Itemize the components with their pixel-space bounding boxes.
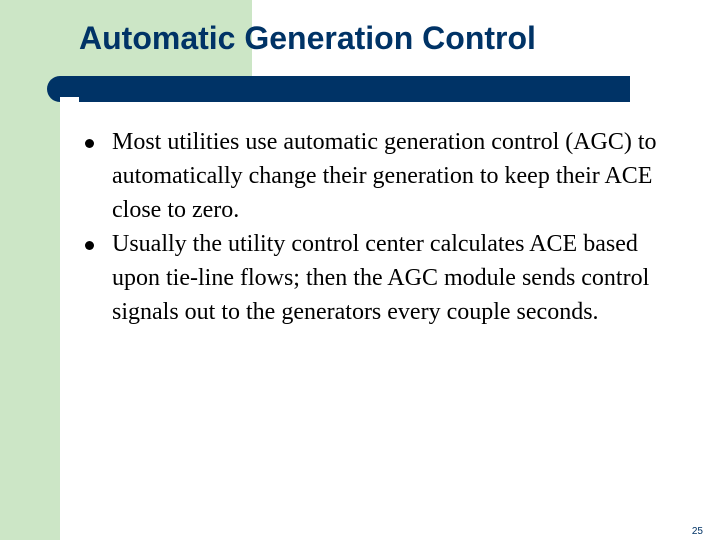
title-rule-notch bbox=[60, 97, 79, 102]
bullet-dot-icon bbox=[85, 139, 94, 148]
page-number: 25 bbox=[691, 526, 703, 537]
bullet-item bbox=[79, 227, 689, 329]
bullet-text: Usually the utility control center calculates ACE based upon tie-line flows; then the AGC module sends control signals out to the generators every couple seconds. bbox=[112, 231, 650, 325]
bullet-item bbox=[79, 125, 689, 227]
slide-title: Automatic Generation Control bbox=[79, 20, 536, 56]
bullet-dot-icon bbox=[85, 241, 94, 250]
title-rule bbox=[60, 76, 630, 102]
bullet-list bbox=[79, 125, 689, 329]
bullet-text: Most utilities use automatic generation control (AGC) to automatically change their generation to keep their ACE close to zero. bbox=[112, 129, 657, 223]
